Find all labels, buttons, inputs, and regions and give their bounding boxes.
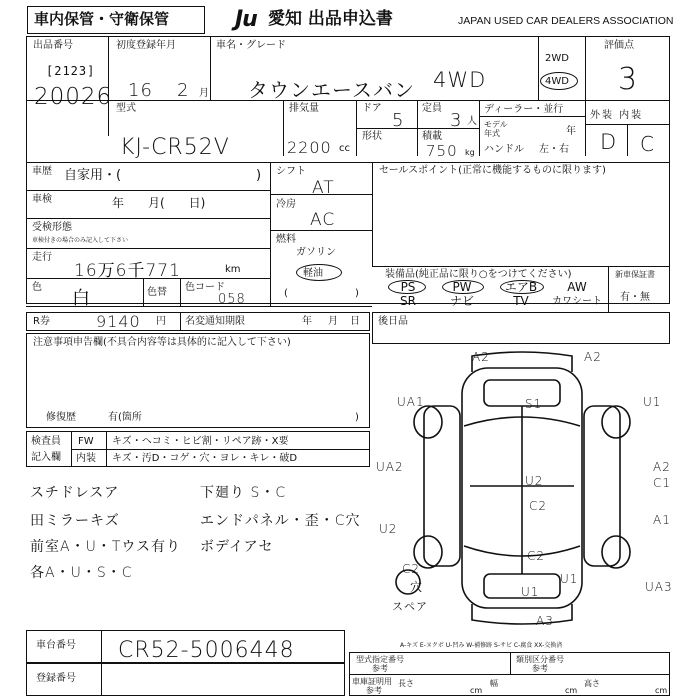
model: KJ-CR52V	[120, 135, 230, 160]
nc-day: 日	[350, 316, 360, 327]
width-unit: cm	[565, 686, 578, 695]
ac: AC	[310, 210, 336, 230]
equipment-grid	[386, 282, 604, 310]
mark-u2-center: U2	[525, 474, 544, 488]
history-value: 自家用・(	[64, 168, 122, 183]
grade: 4WD	[433, 68, 487, 92]
accept-label: 受検形態	[32, 222, 72, 233]
association-name: JAPAN USED CAR DEALERS ASSOCIATION	[458, 15, 674, 27]
drive-4wd-circle	[540, 72, 578, 90]
mark-hole: 穴	[410, 580, 424, 594]
fuel: ガソリン	[296, 247, 336, 258]
chassis-number: CR52-5006448	[118, 638, 295, 663]
fuel-paren-close: )	[355, 288, 359, 299]
equip-ps: PS	[400, 280, 416, 294]
warranty-label: 新車保証書	[615, 270, 655, 279]
equip-ps-circle	[388, 280, 426, 294]
mark-u1-right: U1	[643, 395, 662, 409]
name-change-label: 名変通知期限	[185, 316, 245, 327]
chassis-label: 車台番号	[36, 640, 76, 651]
month-unit: 月	[199, 88, 209, 99]
person-unit: 人	[467, 116, 477, 127]
type-designation-label: 型式指定番号	[356, 655, 404, 664]
model-year-label: モデル 年式	[484, 120, 508, 138]
note-3: 前室A・U・Tウス有り	[30, 539, 181, 555]
yen-unit: 円	[156, 316, 166, 327]
fuel-label: 燃料	[276, 234, 296, 245]
cert-label: 車庫証明用	[352, 677, 392, 686]
mark-u1-left-rear: U1	[560, 572, 579, 586]
mark-a2-front-right: A2	[584, 350, 602, 364]
lot-sub: [2123]	[46, 64, 96, 78]
mileage-label: 走行	[32, 252, 52, 263]
form-title: 愛知 出品申込書	[268, 9, 393, 29]
doors-label: ドア	[362, 103, 382, 114]
mark-a3-rear: A3	[536, 614, 554, 628]
score: 3	[618, 62, 639, 97]
capacity: 3	[450, 110, 463, 131]
shift-label: シフト	[276, 166, 306, 177]
length-label: 長さ	[398, 679, 414, 688]
cc-unit: cc	[339, 143, 350, 154]
length-unit: cm	[470, 686, 483, 695]
mark-ua2-left: UA2	[376, 460, 404, 474]
height-unit: cm	[655, 686, 668, 695]
int-grade: C	[640, 132, 655, 156]
mileage: 16万6千771	[74, 261, 181, 281]
history-label: 車歴	[32, 166, 52, 177]
notice-label: 注意事項申告欄(不具合内容等は具体的に記入して下さい)	[33, 337, 291, 348]
sales-point-label: セールスポイント(正常に機能するものに限ります)	[379, 165, 606, 176]
lot-label: 出品番号	[33, 40, 73, 51]
nc-month: 月	[328, 316, 338, 327]
equip-navi: ナビ	[449, 294, 474, 308]
handle-options: 左・右	[539, 144, 569, 155]
score-label: 評価点	[604, 40, 634, 51]
equip-airbag-circle	[500, 280, 544, 294]
damage-legend: A-キズ E-ヌクボ U-凹み W-補修跡 S-サビ C-腐食 XX-交換済	[400, 642, 563, 649]
drive-4wd: 4WD	[545, 76, 569, 87]
repair-label: 修復歴	[46, 412, 76, 423]
note-7: ボデイアセ	[200, 539, 274, 555]
mark-s1-roof: S1	[525, 397, 543, 411]
height-label: 高さ	[584, 679, 600, 688]
car-name-label: 車名・グレード	[216, 40, 286, 51]
color-code-label: 色コード	[185, 282, 225, 293]
color-label: 色	[32, 282, 42, 293]
fw-label: FW	[78, 436, 94, 447]
load: 750	[426, 142, 458, 160]
ac-label: 冷房	[276, 199, 296, 210]
model-label: 型式	[116, 103, 136, 114]
history-close: )	[256, 168, 262, 183]
inspection-label: 車検	[32, 194, 52, 205]
fuel-option: 軽油	[303, 268, 323, 279]
inspection-value: 年 月( 日)	[112, 196, 206, 210]
ju-logo: Ju	[235, 7, 257, 32]
mark-u1-rear: U1	[521, 585, 540, 599]
color-change-label: 色替	[147, 287, 167, 298]
retrofit-box	[372, 312, 670, 344]
note-4: 各A・U・S・C	[30, 565, 133, 581]
reg-month: 2	[177, 80, 190, 101]
interior-items: キズ・汚D・コゲ・穴・ヨレ・キレ・破D	[112, 453, 298, 464]
retrofit-label: 後日品	[378, 316, 408, 327]
width-label: 幅	[490, 679, 498, 688]
equip-sr: SR	[400, 294, 416, 308]
r-ticket-label: R券	[33, 316, 50, 327]
dealer-label: ディーラー・並行	[484, 104, 564, 115]
mark-c2-rear: C2	[527, 549, 546, 563]
warranty-options: 有・無	[620, 292, 650, 303]
shape-label: 形状	[362, 131, 382, 142]
repair-close: )	[355, 412, 359, 423]
reg-label: 登録番号	[36, 673, 76, 684]
equip-airbag: エアB	[504, 280, 538, 294]
equip-pw-circle	[442, 280, 484, 294]
reg-year: 16	[128, 80, 153, 101]
r-ticket-value: 9140	[96, 312, 141, 331]
equipment-label: 装備品(純正品に限り○をつけてください)	[385, 269, 572, 280]
color-code: 058	[218, 292, 246, 307]
cert-ref: 参考	[366, 686, 382, 695]
note-2: 田ミラーキズ	[30, 513, 120, 529]
lot-number: 20026	[34, 84, 113, 110]
category-ref: 参考	[532, 664, 548, 673]
mark-c1-right: C1	[653, 476, 672, 490]
equip-tv: TV	[513, 294, 529, 308]
first-reg-label: 初度登録年月	[116, 40, 176, 51]
mark-a1-right: A1	[653, 513, 671, 527]
mark-a2-right: A2	[653, 460, 671, 474]
repair-value: 有(箇所	[108, 412, 142, 423]
year-unit: 年	[566, 126, 576, 137]
accept-note: 車検付きの場合のみ記入して下さい	[32, 237, 129, 244]
storage-label: 車内保管・守衛保管	[34, 10, 170, 28]
nc-year: 年	[302, 316, 312, 327]
mark-ua3-right: UA3	[645, 580, 673, 594]
displacement-label: 排気量	[289, 103, 319, 114]
mark-c2-center: C2	[529, 499, 548, 513]
fw-items: キズ・ヘコミ・ヒビ割・リペア跡・X要	[112, 436, 289, 447]
ext-int-label: 外装 内装	[590, 110, 644, 121]
inspector-label-2: 記入欄	[31, 452, 61, 463]
handle-label: ハンドル	[484, 144, 524, 155]
equip-pw: PW	[452, 280, 472, 294]
category-label: 類別区分番号	[516, 655, 564, 664]
equip-leather: カワシート	[552, 296, 602, 307]
load-label: 積載	[422, 131, 442, 142]
inspector-label-1: 検査員	[31, 436, 61, 447]
mark-spare: スペア	[392, 600, 428, 613]
capacity-label: 定員	[422, 103, 442, 114]
note-1: スチドレスア	[30, 485, 120, 501]
note-5: 下廻り S・C	[200, 485, 287, 501]
shift: AT	[312, 178, 335, 198]
doors: 5	[392, 110, 405, 131]
note-6: エンドパネル・歪・C穴	[200, 513, 361, 529]
ext-grade: D	[600, 130, 618, 154]
equip-aw: AW	[567, 280, 587, 294]
mark-ua1-left: UA1	[397, 395, 425, 409]
kg-unit: kg	[465, 148, 475, 157]
mark-a2-front-left: A2	[472, 350, 490, 364]
car-name: タウンエースバン	[248, 78, 415, 102]
fuel-circle	[296, 264, 342, 281]
interior-label: 内装	[76, 453, 96, 464]
drive-2wd: 2WD	[545, 53, 569, 64]
displacement: 2200	[287, 138, 332, 157]
km-unit: km	[225, 264, 241, 275]
color: 白	[72, 288, 91, 309]
type-designation-ref: 参考	[372, 664, 388, 673]
fuel-paren-open: (	[284, 288, 288, 299]
mark-c2-left: C2	[402, 562, 421, 576]
mark-u2-left: U2	[379, 522, 398, 536]
